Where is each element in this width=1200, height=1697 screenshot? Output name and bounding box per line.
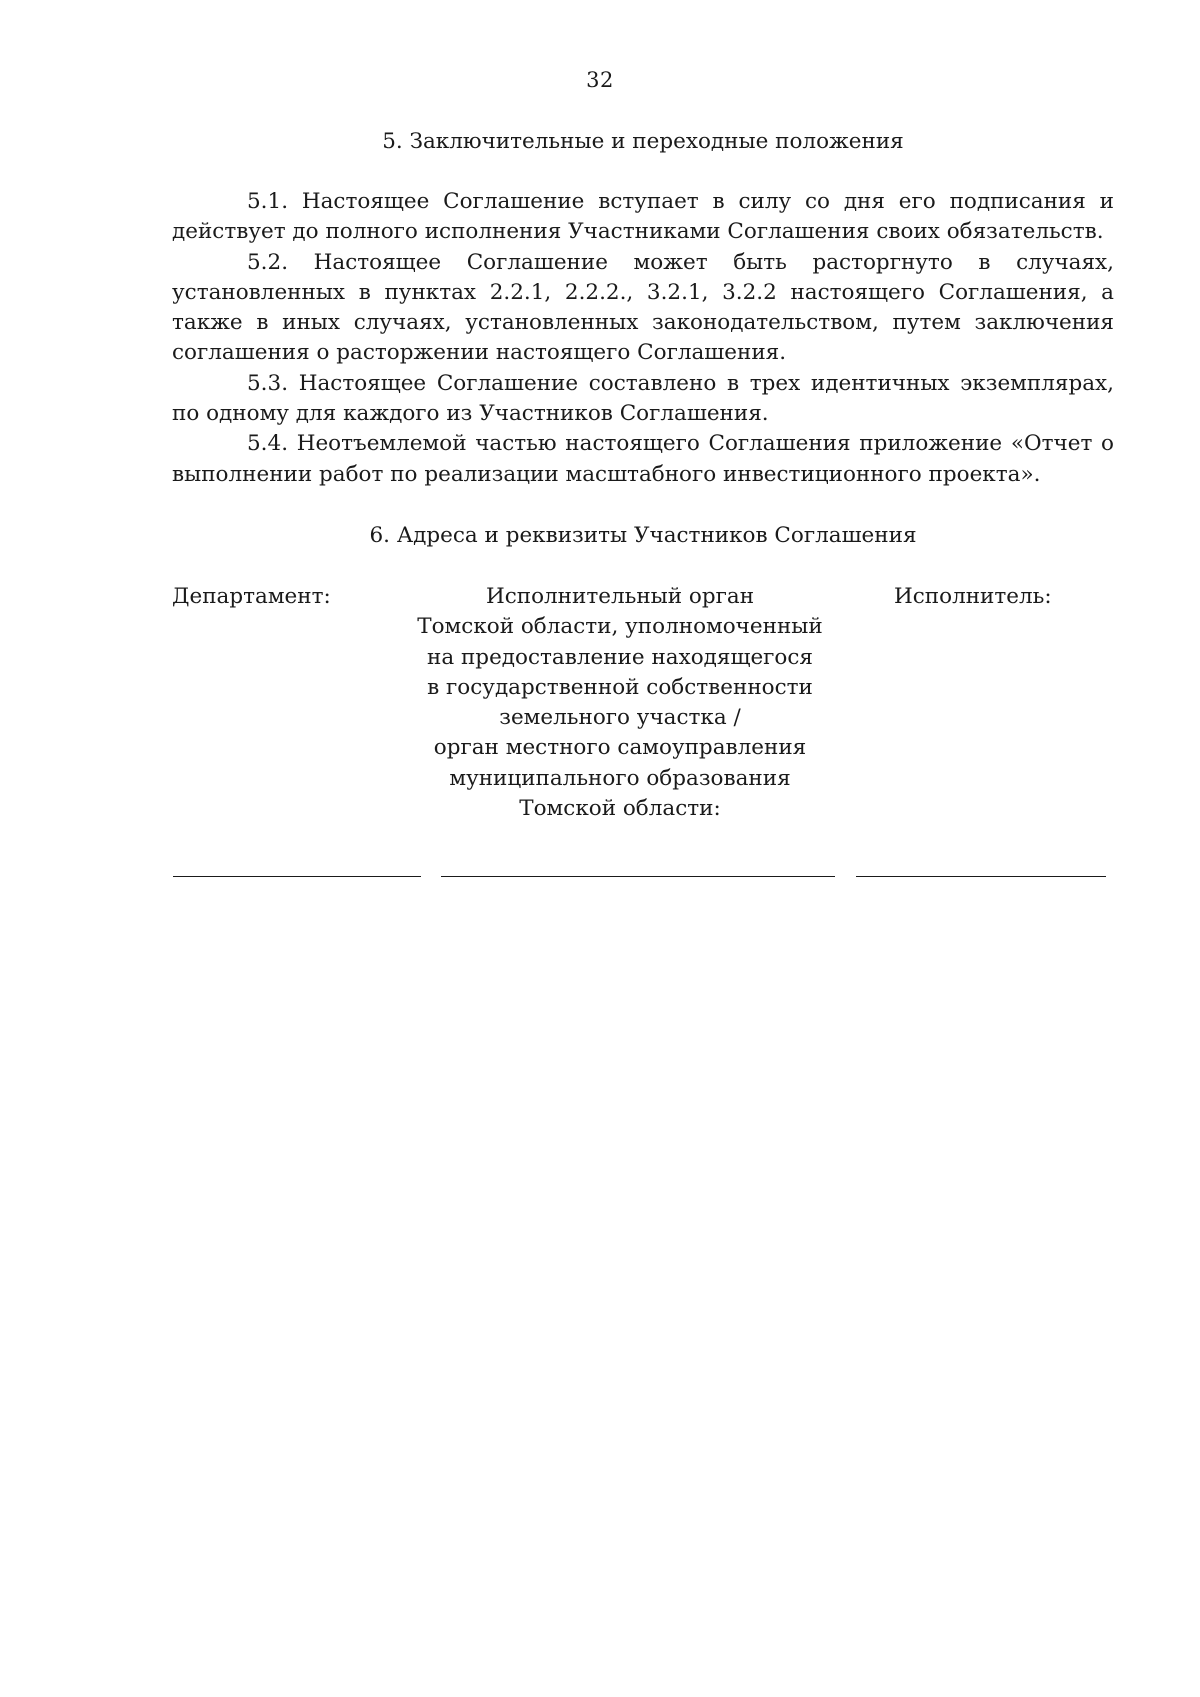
signature-line-executive-body: [441, 876, 835, 877]
paragraph-5-4: 5.4. Неотъемлемой частью настоящего Соглашения приложение «Отчет о выполнении работ по реализации масштабного инвестиционного проекта».: [172, 431, 1114, 487]
party-executive-line: земельного участка /: [499, 705, 741, 731]
section-5-heading: 5. Заключительные и переходные положения: [382, 129, 904, 154]
paragraph-5-1: 5.1. Настоящее Соглашение вступает в силу со дня его подписания и действует до полного исполнения Участниками Соглашения своих обязательств.: [172, 189, 1114, 245]
party-executive-line: Томской области:: [519, 796, 721, 822]
party-contractor-label: Исполнитель:: [894, 584, 1052, 609]
party-executive-line: орган местного самоуправления: [433, 735, 807, 761]
party-executive-line: Томской области, уполномоченный: [417, 614, 823, 640]
party-executive-line: муниципального образования: [449, 765, 791, 791]
signature-line-department: [173, 876, 421, 877]
page-number: 32: [586, 68, 614, 92]
party-executive-line: в государственной собственности: [427, 674, 813, 700]
party-executive-line: Исполнительный орган: [485, 584, 755, 609]
paragraph-5-2: 5.2. Настоящее Соглашение может быть расторгнуто в случаях, установленных в пунктах 2.2.1, 2.2.2., 3.2.1, 3.2.2 настоящего Соглашения, а также в иных случаях, установленных законодательством, путем заключения соглашения о расторжении настоящего Соглашения.: [172, 249, 1114, 366]
party-department-label: Департамент:: [172, 584, 331, 609]
party-executive-line: на предоставление находящегося: [427, 644, 813, 670]
signature-line-contractor: [856, 876, 1106, 877]
party-executive-body: [410, 582, 830, 824]
section-6-heading: 6. Адреса и реквизиты Участников Соглашения: [369, 523, 917, 548]
paragraph-5-3: 5.3. Настоящее Соглашение составлено в трех идентичных экземплярах, по одному для каждого из Участников Соглашения.: [172, 370, 1114, 427]
section-5-body: [172, 187, 1114, 490]
